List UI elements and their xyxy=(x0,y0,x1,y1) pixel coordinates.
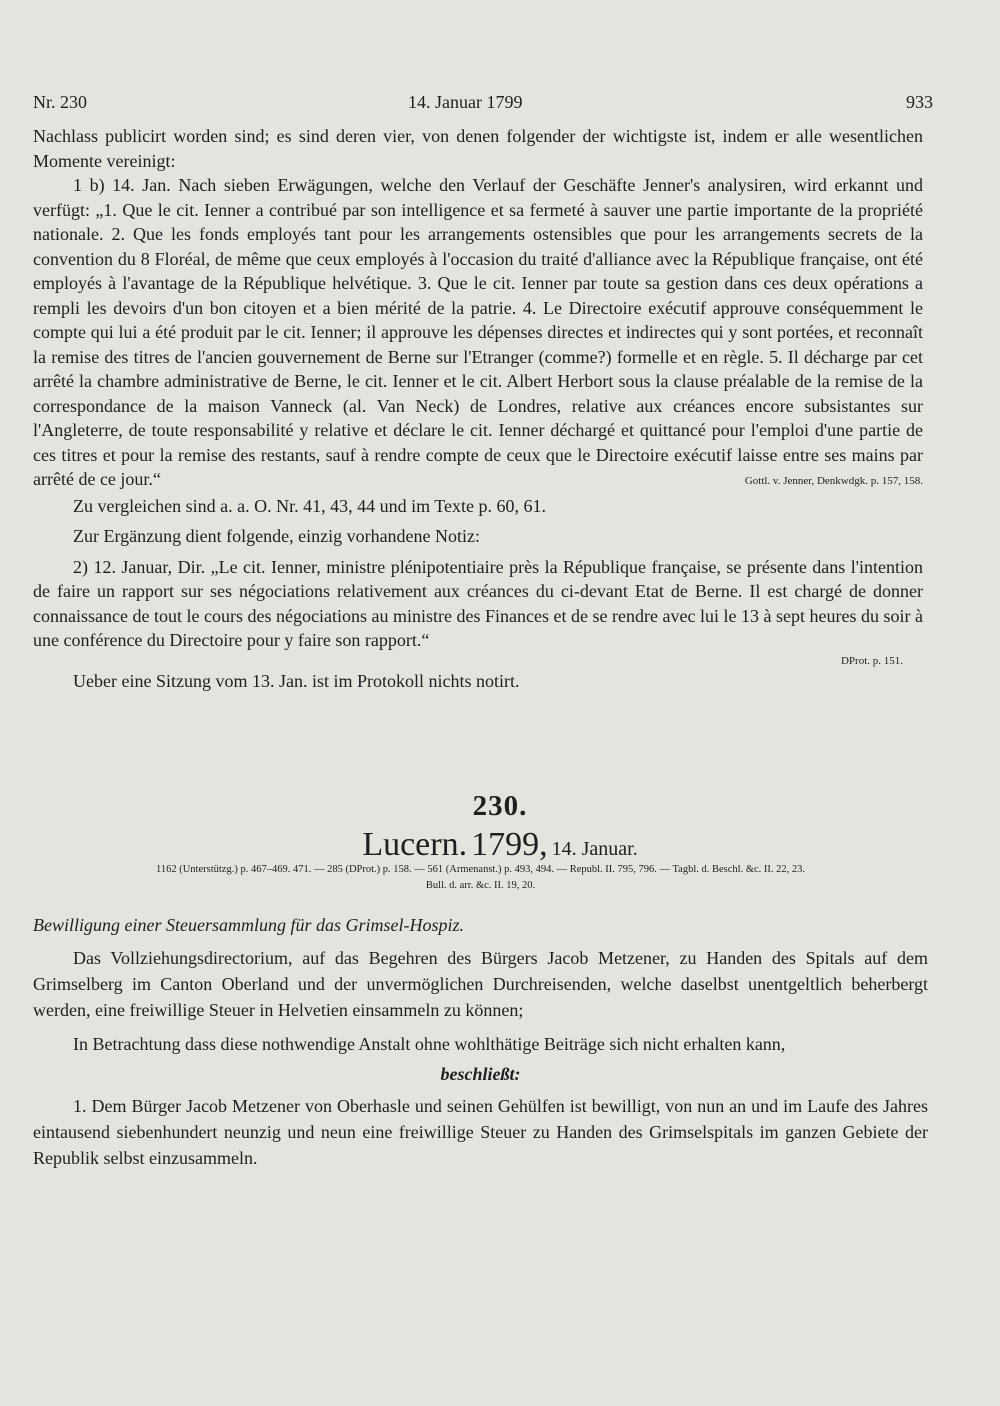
source-citation-jenner: Gottl. v. Jenner, Denkwdgk. p. 157, 158. xyxy=(744,475,923,487)
document-year: 1799, xyxy=(471,826,548,863)
intro-paragraph-5: 2) 12. Januar, Dir. „Le cit. Ienner, ministre plénipotentiaire près la République française, se présente dans l'intention de faire un rapport sur ses négociations relativement aux créances du ci-devant Etat de Berne. Il est chargé de donner connaissance de tout le cours des négociations au ministre des Finances et de se rendre avec lui le 13 à sept heures du soir à une conférence du Directoire pour y faire son rapport.“ xyxy=(33,556,923,650)
body-paragraph-1: Das Vollziehungsdirectorium, auf das Begehren des Bürgers Jacob Metzener, zu Handen des Spitals auf dem Grimselberg im Canton Oberland und der unvermöglichen Durchreisenden, welche daselbst unentgeltlich beherbergt werden, eine freiwillige Steuer in Helvetien einsammeln zu können; xyxy=(33,948,928,1020)
document-place: Lucern. xyxy=(362,826,468,863)
document-number: 230. xyxy=(472,790,528,822)
document-date: 14. Januar. xyxy=(551,838,638,860)
body-paragraph-3: 1. Dem Bürger Jacob Metzener von Oberhasle und seinen Gehülfen ist bewilligt, von nun an und im Laufe des Jahres eintausend siebenhundert neunzig und neun eine freiwillige Steuer zu Handen des Grimselspitals im ganzen Gebiete der Republik selbst einzusammeln. xyxy=(33,1096,928,1168)
intro-section xyxy=(33,124,923,693)
intro-paragraph-2 xyxy=(33,173,923,492)
body-paragraph-2: In Betrachtung dass diese nothwendige Anstalt ohne wohlthätige Beiträge sich nicht erhalten kann, xyxy=(73,1034,786,1054)
source-citation-dprot: DProt. p. 151. xyxy=(840,654,903,667)
document-subject: Bewilligung einer Steuersammlung für das Grimsel-Hospiz. xyxy=(33,915,464,935)
intro-paragraph-6: Ueber eine Sitzung vom 13. Jan. ist im Protokoll nichts notirt. xyxy=(73,670,520,691)
document-title xyxy=(0,826,1000,864)
intro-paragraph-2-text: 1 b) 14. Jan. Nach sieben Erwägungen, welche den Verlauf der Geschäfte Jenner's analysiren, wird erkannt und verfügt: „1. Que le cit. Ienner a contribué par son intelligence et sa fermeté à sauver une partie importante de la propriété nationale. 2. Que les fonds employés tant pour les arrangements ostensibles que pour les arrangements secrets de la convention du 8 Floréal, de même que ceux employés à l'occasion du traité d'alliance avec la République française, ont été employés à l'avantage de la République helvétique. 3. Que le cit. Ienner par toute sa gestion dans ces deux opérations a rempli les devoirs d'un bon citoyen et a bien mérité de la patrie. 4. Le Directoire exécutif approuve conséquemment le compte qui lui a été produit par le cit. Ienner; il approuve les dépenses directes et indirectes qui y sont portées, et reconnaît la remise des titres de l'ancien gouvernement de Berne sur l'Etranger (comme?) formelle et en règle. 5. Il décharge par cet arrêté la chambre administrative de Berne, le cit. Ienner et le cit. Albert Herbort sous la clause préalable de la remise de la correspondance de la maison Vanneck (al. Van Neck) de Londres, relative aux créances encore subsistantes sur l'Angleterre, de toute responsabilité y relative et déclare le cit. Ienner déchargé et quittancé pour l'emploi d'une partie de ces titres et pour la remise des restants, sauf à rendre compte de ceux que le Directoire exécutif laisse entre ses mains par arrêté de ce jour.“ xyxy=(33,175,923,489)
archive-references-line-2: Bull. d. arr. &c. II. 19, 20. xyxy=(425,880,536,891)
resolve-heading: beschließt: xyxy=(440,1064,521,1084)
page-number: 933 xyxy=(906,92,933,112)
archive-references-line-1: 1162 (Unterstützg.) p. 467–469. 471. — 285 (DProt.) p. 158. — 561 (Armenanst.) p. 493, 494. — Republ. II. 795, 796. — Tagbl. d. Beschl. &c. II. 22, 23. xyxy=(155,864,806,875)
page-header-doc-number: Nr. 230 xyxy=(33,92,87,112)
archive-references xyxy=(38,862,923,894)
page-header-date: 14. Januar 1799 xyxy=(408,92,523,112)
intro-paragraph-3: Zu vergleichen sind a. a. O. Nr. 41, 43, 44 und im Texte p. 60, 61. xyxy=(73,495,547,516)
intro-paragraph-1: Nachlass publicirt worden sind; es sind deren vier, von denen folgender der wichtigste ist, indem er alle wesentlichen Momente vereinigt: xyxy=(33,126,923,171)
document-body xyxy=(33,945,928,1171)
intro-paragraph-4: Zur Ergänzung dient folgende, einzig vorhandene Notiz: xyxy=(73,526,481,546)
